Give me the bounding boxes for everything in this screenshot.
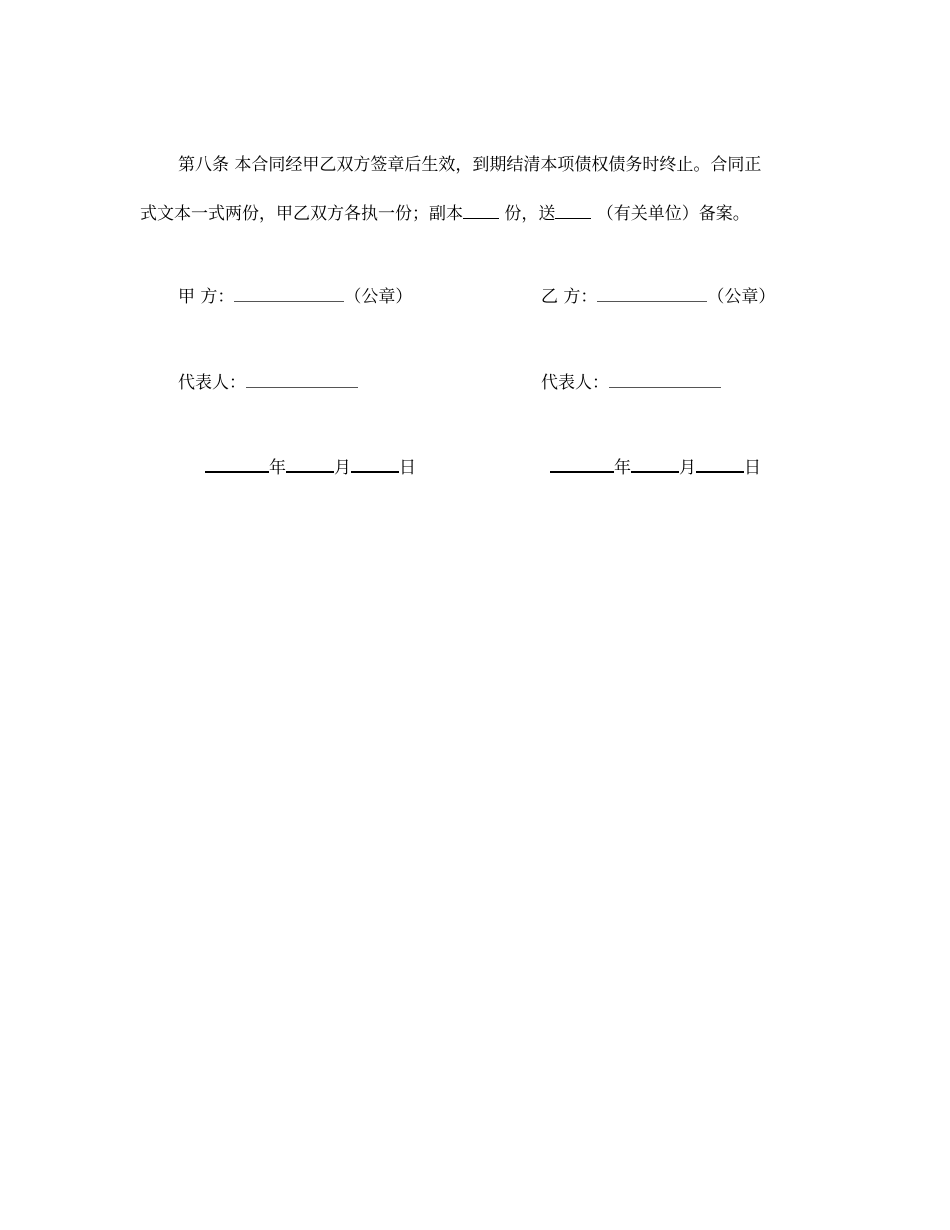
party-a-month-label: 月 bbox=[334, 458, 351, 478]
party-a-blank[interactable] bbox=[234, 285, 344, 302]
party-b-representative-blank[interactable] bbox=[609, 371, 721, 388]
party-b-date-line bbox=[550, 455, 761, 478]
party-b-day-label: 日 bbox=[744, 458, 761, 478]
party-b-representative-label: 代表人： bbox=[541, 373, 609, 393]
party-b-representative-line bbox=[541, 371, 721, 393]
party-b-day-blank[interactable] bbox=[696, 455, 744, 473]
party-a-label: 甲 方： bbox=[178, 287, 235, 307]
article-text-2a: 式文本一式两份，甲乙双方各执一份；副本 bbox=[140, 204, 463, 224]
party-b-seal-label: （公章） bbox=[707, 287, 776, 307]
party-b-month-label: 月 bbox=[679, 458, 696, 478]
filing-unit-blank[interactable] bbox=[555, 202, 591, 219]
party-a-representative-blank[interactable] bbox=[246, 371, 358, 388]
article-text-2c: （有关单位）备案。 bbox=[591, 204, 750, 224]
party-a-day-label: 日 bbox=[399, 458, 416, 478]
party-b-line bbox=[541, 285, 775, 307]
party-a-representative-line bbox=[178, 371, 358, 393]
party-a-representative-label: 代表人： bbox=[178, 373, 246, 393]
article-line-2 bbox=[140, 202, 750, 224]
party-a-year-blank[interactable] bbox=[205, 455, 269, 473]
article-text-1: 第八条 本合同经甲乙双方签章后生效，到期结清本项债权债务时终止。合同正 bbox=[178, 155, 762, 175]
article-text-2b: 份，送 bbox=[499, 204, 556, 224]
party-b-month-blank[interactable] bbox=[631, 455, 679, 473]
party-a-month-blank[interactable] bbox=[286, 455, 334, 473]
party-a-seal-label: （公章） bbox=[344, 287, 413, 307]
party-a-year-label: 年 bbox=[269, 458, 286, 478]
party-a-date-line bbox=[205, 455, 416, 478]
party-a-day-blank[interactable] bbox=[351, 455, 399, 473]
party-b-label: 乙 方： bbox=[541, 287, 598, 307]
party-b-year-label: 年 bbox=[614, 458, 631, 478]
copies-count-blank[interactable] bbox=[463, 202, 499, 219]
party-b-blank[interactable] bbox=[597, 285, 707, 302]
party-a-line bbox=[178, 285, 412, 307]
party-b-year-blank[interactable] bbox=[550, 455, 614, 473]
article-line-1 bbox=[178, 155, 761, 175]
